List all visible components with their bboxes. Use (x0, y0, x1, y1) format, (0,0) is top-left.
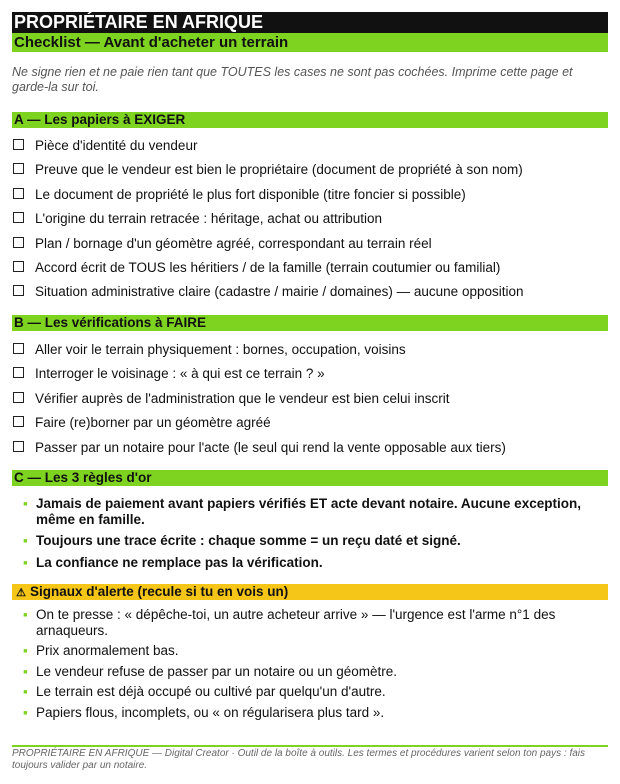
bullet-icon: ▪ (23, 496, 28, 511)
checkbox[interactable] (13, 441, 24, 452)
checklist-item-label: Vérifier auprès de l'administration que le vendeur est bien celui inscrit (35, 390, 450, 406)
bullet-icon: ▪ (23, 684, 28, 699)
alert-item (12, 643, 608, 659)
checkbox[interactable] (13, 212, 24, 223)
rule-item (12, 555, 608, 571)
checkbox[interactable] (13, 367, 24, 378)
checklist-item-label: Accord écrit de TOUS les héritiers / de la famille (terrain coutumier ou familial) (35, 259, 501, 275)
document-subtitle: Checklist — Avant d'acheter un terrain (12, 33, 608, 52)
alert-item (12, 684, 608, 700)
warning-icon: ⚠ (16, 587, 26, 599)
footer-divider (12, 745, 608, 747)
alert-signals-list (12, 607, 608, 725)
checkbox[interactable] (13, 139, 24, 150)
bullet-icon: ▪ (23, 663, 28, 679)
bullet-icon: ▪ (23, 533, 28, 548)
checklist-item (12, 415, 608, 439)
rule-text: Jamais de paiement avant papiers vérifiés ET acte devant notaire. Aucune exception, même en famille. (36, 496, 581, 527)
checklist-item-label: Pièce d'identité du vendeur (35, 138, 198, 153)
rule-text: Toujours une trace écrite : chaque somme = un reçu daté et signé. (36, 533, 461, 548)
rule-item (12, 533, 608, 549)
section-b-checklist (12, 342, 608, 464)
checklist-item-label: Situation administrative claire (cadastre / mairie / domaines) — aucune opposition (35, 284, 524, 300)
rule-item (12, 496, 608, 527)
checklist-item (12, 211, 608, 235)
checklist-item-label: Preuve que le vendeur est bien le propriétaire (document de propriété à son nom) (35, 162, 523, 178)
bullet-icon: ▪ (23, 643, 28, 658)
checklist-item-label: Aller voir le terrain physiquement : bornes, occupation, voisins (35, 342, 406, 357)
checklist-item-label: L'origine du terrain retracée : héritage, achat ou attribution (35, 211, 383, 227)
document-title: PROPRIÉTAIRE EN AFRIQUE (12, 12, 608, 33)
bullet-icon: ▪ (23, 704, 28, 720)
checklist-item-label: Plan / bornage d'un géomètre agréé, correspondant au terrain réel (35, 235, 432, 251)
checkbox[interactable] (13, 343, 24, 354)
alert-text: On te presse : « dépêche-toi, un autre acheteur arrive » — l'urgence est l'arme n°1 des arnaqueurs. (36, 607, 556, 638)
rule-text: La confiance ne remplace pas la vérification. (36, 554, 323, 570)
checklist-item-label: Le document de propriété le plus fort disponible (titre foncier si possible) (35, 186, 466, 202)
section-a-heading: A — Les papiers à EXIGER (12, 112, 608, 128)
checkbox[interactable] (13, 188, 24, 199)
golden-rules-list (12, 496, 608, 576)
checklist-item (12, 440, 608, 464)
checklist-item-label: Passer par un notaire pour l'acte (le seul qui rend la vente opposable aux tiers) (35, 439, 506, 455)
intro-text: Ne signe rien et ne paie rien tant que TOUTES les cases ne sont pas cochées. Imprime cette page et garde-la sur toi. (12, 65, 573, 94)
checklist-item (12, 187, 608, 211)
section-a-checklist (12, 138, 608, 309)
checklist-item (12, 391, 608, 415)
checklist-item (12, 162, 608, 186)
alert-text: Prix anormalement bas. (36, 643, 179, 658)
checkbox[interactable] (13, 261, 24, 272)
checklist-item (12, 138, 608, 162)
checklist-item-label: Faire (re)borner par un géomètre agréé (35, 415, 271, 431)
alert-text: Papiers flous, incomplets, ou « on régularisera plus tard ». (36, 704, 385, 720)
checkbox[interactable] (13, 285, 24, 296)
section-c-heading: C — Les 3 règles d'or (12, 470, 608, 486)
checklist-item (12, 366, 608, 390)
checklist-item (12, 284, 608, 308)
alert-section-heading (12, 584, 608, 600)
checkbox[interactable] (13, 163, 24, 174)
checklist-item (12, 236, 608, 260)
alert-item (12, 607, 608, 638)
checklist-item-label: Interroger le voisinage : « à qui est ce terrain ? » (35, 366, 325, 382)
bullet-icon: ▪ (23, 554, 28, 570)
checkbox[interactable] (13, 392, 24, 403)
footer-text: PROPRIÉTAIRE EN AFRIQUE — Digital Creator · Outil de la boîte à outils. Les termes et procédures varient selon ton pays : fais toujours valider par un notaire. (12, 748, 586, 771)
section-b-heading: B — Les vérifications à FAIRE (12, 315, 608, 331)
alert-item (12, 664, 608, 680)
checklist-item (12, 342, 608, 366)
alert-section-title: Signaux d'alerte (recule si tu en vois un) (30, 584, 289, 599)
alert-text: Le terrain est déjà occupé ou cultivé par quelqu'un d'autre. (36, 684, 386, 699)
alert-text: Le vendeur refuse de passer par un notaire ou un géomètre. (36, 663, 397, 679)
checklist-item (12, 260, 608, 284)
checkbox[interactable] (13, 416, 24, 427)
checkbox[interactable] (13, 237, 24, 248)
alert-item (12, 705, 608, 721)
bullet-icon: ▪ (23, 607, 28, 622)
